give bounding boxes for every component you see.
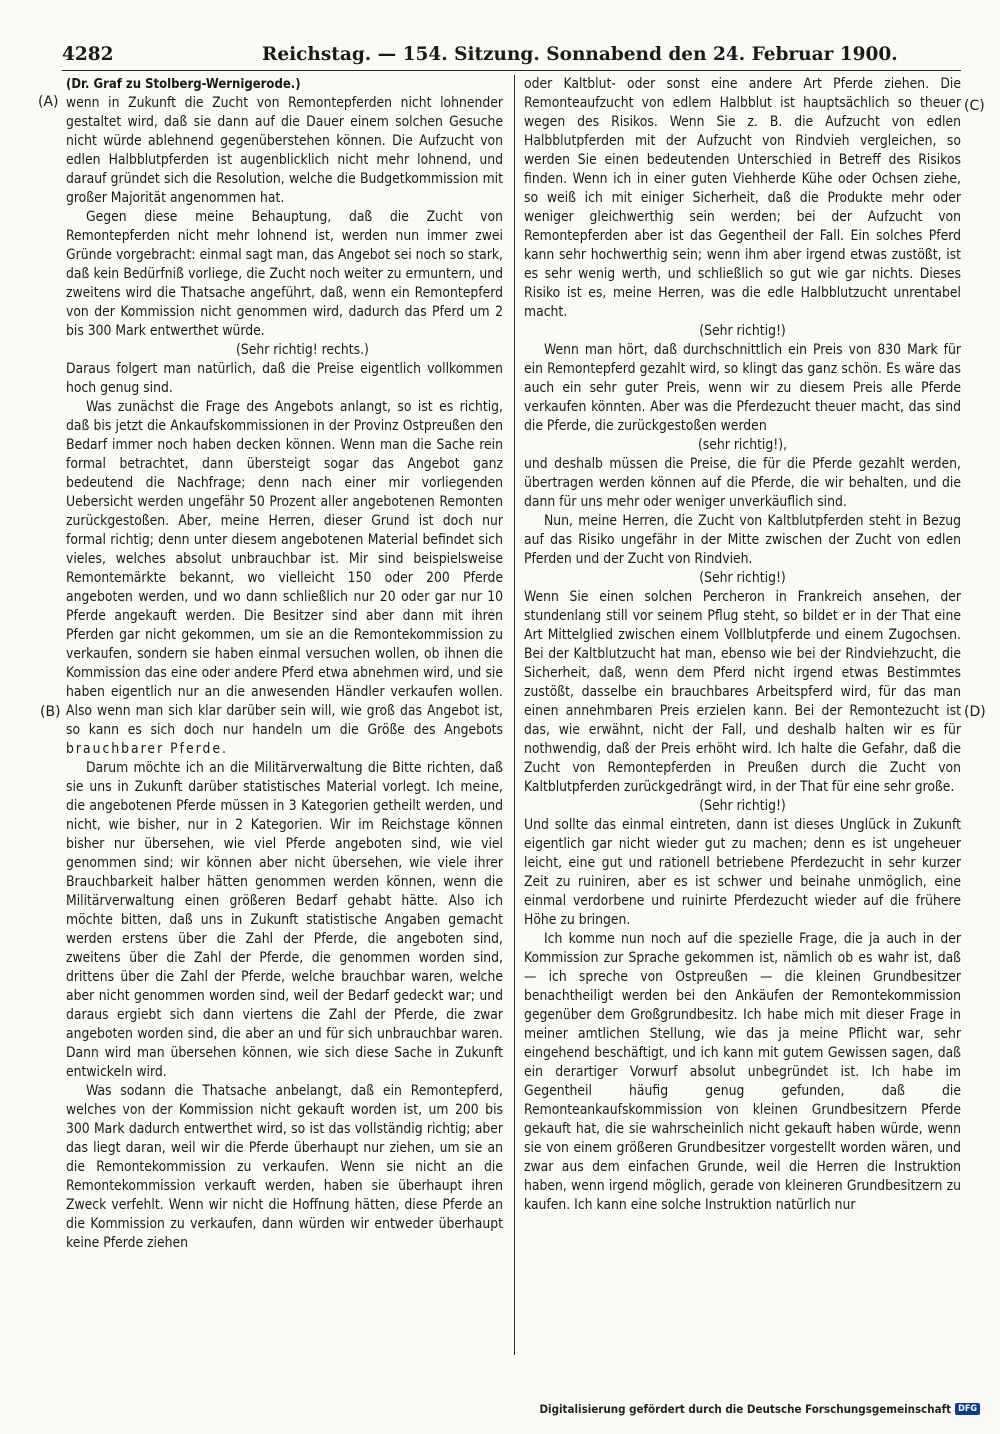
- footer-text: Digitalisierung gefördert durch die Deutsche Forschungsgemeinschaft: [539, 1402, 952, 1416]
- margin-mark-d: (D): [964, 704, 986, 720]
- paragraph: oder Kaltblut- oder sonst eine andere Art Pferde ziehen. Die Remonteaufzucht von edlem Halbblut ist hauptsächlich so theuer wegen des Risikos. Wenn Sie z. B. die Aufzucht von edlen Halbblutpferden mit der Aufzucht von Rindvieh vergleichen, so werden Sie einen bedeutenden Unterschied in Betreff des Risikos finden. Wenn ich in einer guten Viehherde Kühe oder Ochsen ziehe, so weiß ich mit einiger Sicherheit, daß die Produkte mehr oder weniger gleichwerthig sein werden; bei der Aufzucht von Remontepferden aber ist das Gegentheil der Fall. Ein solches Pferd kann sehr hochwerthig sein; wenn ihm aber irgend etwas zustößt, ist es sehr wenig werth, und schließlich so gut wie gar nichts. Dieses Risiko ist es, meine Herren, was die edle Halbblutzucht unrentabel macht.: [524, 76, 961, 320]
- paragraph: Was sodann die Thatsache anbelangt, daß ein Remontepferd, welches von der Kommission nicht gekauft worden ist, um 200 bis 300 Mark dadurch entwerthet wird, so ist das vollständig richtig; aber das liegt daran, weil wir die Pferde überhaupt nur ziehen, um sie an die Remontekommission zu verkaufen. Wenn sie nicht an die Remontekommission verkauft werden, haben sie überhaupt ihren Zweck verfehlt. Wenn wir nicht die Hoffnung hätten, diese Pferde an die Kommission zu verkaufen, dann würden wir entweder überhaupt keine Pferde ziehen: [66, 1083, 503, 1251]
- margin-mark-c: (C): [964, 98, 985, 114]
- paragraph: Wenn Sie einen solchen Percheron in Frankreich ansehen, der stundenlang still vor seinem Pflug steht, so bildet er in der That eine Art Mittelglied zwischen einem Vollblutpferde und einem Zugochsen. Bei der Kaltblutzucht hat man, ebenso wie bei der Rindviehzucht, die Sicherheit, daß, wenn dem Pferd nicht irgend etwas Bestimmtes zustößt, dasselbe ein brauchbares Arbeitspferd wird, für das man einen annehmbaren Preis erzielen kann. Bei der Remontezucht ist das, wie erwähnt, nicht der Fall, und deshalb halten wir es für nothwendig, daß der Preis erhöht wird. Ich halte die Gefahr, daß die Zucht von Remontepferden in Preußen durch die Zucht von Kaltblutpferden zurückgedrängt wird, in der That für eine sehr große.: [524, 589, 961, 795]
- emphasized-text: brauchbarer Pferde.: [66, 741, 228, 757]
- paragraph: und deshalb müssen die Preise, die für die Pferde gezahlt werden, übertragen werden können auf die Pferde, die wir behalten, und die dann für uns mehr oder weniger unverkäuflich sind.: [524, 456, 961, 510]
- paragraph: Was zunächst die Frage des Angebots anlangt, so ist es richtig, daß bis jetzt die Ankaufskommissionen in der Provinz Ostpreußen den Bedarf immer noch haben decken können. Wenn man die Sache rein formal betrachtet, dann übersteigt sogar das Angebot ganz bedeutend die Nachfrage; denn nach einer mir vorliegenden Uebersicht werden ungefähr 50 Prozent aller angebotenen Remonten zurückgestoßen. Aber, meine Herren, dieser Grund ist doch nur formal richtig; denn unter diesem angebotenen Material befindet sich vieles, welches absolut unbrauchbar ist. Mir sind beispielsweise Remontemärkte bekannt, wo vielleicht 150 oder 200 Pferde angeboten werden, und wo dann schließlich nur 20 oder gar nur 10 Pferde angekauft werden. Die Besitzer sind aber dann mit ihren Pferden gar nicht gekommen, um sie an die Remontekommission zu verkaufen, sondern sie haben einmal versuchen wollen, ob ihnen die Kommission das eine oder andere Pferd etwa abnehmen wird, und sie haben eigentlich nur an die anwesenden Händler verkaufen wollen. Also wenn man sich klar darüber sein will, wie groß das Angebot ist, so kann es sich doch nur handeln um die Größe des Angebots brauchbarer Pferde.: [66, 399, 503, 757]
- paragraph: Darum möchte ich an die Militärverwaltung die Bitte richten, daß sie uns in Zukunft darüber statistisches Material vorlegt. Ich meine, die angebotenen Pferde müssen in 3 Kategorien getheilt werden, und nicht, wie bisher, nur in 2 Kategorien. Wir im Reichstage können bisher nur übersehen, wie viel Pferde angeboten sind, wie viel genommen sind; wir können aber nicht übersehen, wie viele ihrer Brauchbarkeit halber hätten genommen werden können, wenn die Militärverwaltung einen größeren Bedarf gehabt hätte. Also ich möchte bitten, daß uns in Zukunft statistische Angaben gemacht werden erstens über die Zahl der Pferde, die angeboten sind, zweitens über die Zahl der Pferde, die genommen worden sind, drittens über die Zahl der Pferde, welche brauchbar waren, welche aber nicht genommen worden sind, weil der Bedarf gedeckt war; und daraus ergiebt sich dann viertens die Zahl der Pferde, die zwar angeboten worden sind, die aber an und für sich unbrauchbar waren. Dann wird man übersehen können, wie sich diese Sache in Zukunft entwickeln wird.: [66, 760, 503, 1080]
- paragraph: Daraus folgert man natürlich, daß die Preise eigentlich vollkommen hoch genug sind.: [66, 361, 503, 396]
- paragraph: wenn in Zukunft die Zucht von Remontepferden nicht lohnender gestaltet wird, daß sie dann auf die Dauer einem solchen Gesuche nicht würde ablehnend gegenüberstehen können. Die Aufzucht von edlen Halbblutpferden ist augenblicklich nicht mehr lohnend, und darauf gründet sich die Resolution, welche die Budgetkommission mit großer Majorität angenommen hat.: [66, 95, 503, 206]
- margin-mark-a: (A): [38, 94, 59, 110]
- speaker-label: (Dr. Graf zu Stolberg-Wernigerode.): [66, 77, 301, 92]
- column-divider: [514, 75, 515, 1355]
- paragraph: Und sollte das einmal eintreten, dann ist dieses Unglück in Zukunft eigentlich gar nicht wieder gut zu machen; denn es ist ungeheuer leicht, eine gut und rationell betriebene Pferdezucht in sehr kurzer Zeit zu ruiniren, aber es ist schwer und beinahe unmöglich, eine einmal verdorbene und ruinirte Pferdezucht wieder auf die frühere Höhe zu bringen.: [524, 817, 961, 928]
- interjection: (Sehr richtig!): [699, 323, 786, 339]
- right-column: [524, 75, 961, 1355]
- interjection: (sehr richtig!),: [697, 437, 788, 453]
- interjection: (Sehr richtig!): [699, 798, 786, 814]
- dfg-logo: DFG: [955, 1403, 980, 1415]
- paragraph: Ich komme nun noch auf die spezielle Frage, die ja auch in der Kommission zur Sprache gekommen ist, nämlich ob es wahr ist, daß — ich spreche von Ostpreußen — die kleinen Grundbesitzer benachtheiligt werden bei den Ankäufen der Remontekommission gegenüber dem Großgrundbesitz. Ich habe mich mit dieser Frage in meiner amtlichen Stellung, wie das ja meine Pflicht war, sehr eingehend beschäftigt, und ich kann mit gutem Gewissen sagen, daß ein derartiger Vorwurf absolut unbegründet ist. Ich habe im Gegentheil häufig genug gefunden, daß die Remonteankaufskommission von kleinen Grundbesitzern Pferde gekauft hat, die sie wahrscheinlich nicht gekauft haben würde, wenn sie von einem größeren Grundbesitzer vorgestellt worden wären, und zwar aus dem einfachen Grunde, weil die Herren die Instruktion haben, wenn irgend möglich, gerade von kleineren Grundbesitzern zu kaufen. Ich kann eine solche Instruktion natürlich nur: [524, 931, 961, 1213]
- page-running-title: Reichstag. — 154. Sitzung. Sonnabend den 24. Februar 1900.: [262, 44, 898, 65]
- page-header: [62, 44, 961, 71]
- interjection: (Sehr richtig! rechts.): [236, 342, 369, 358]
- left-column: [66, 75, 503, 1355]
- paragraph: Wenn man hört, daß durchschnittlich ein Preis von 830 Mark für ein Remontepferd gezahlt wird, so klingt das ganz schön. Es wäre das auch ein sehr guter Preis, wenn wir zu diesem Preis alle Pferde verkaufen könnten. Aber was die Pferdezucht theuer macht, das sind die Pferde, die zurückgestoßen werden: [524, 342, 961, 434]
- interjection: (Sehr richtig!): [699, 570, 786, 586]
- paragraph: Nun, meine Herren, die Zucht von Kaltblutpferden steht in Bezug auf das Risiko ungefähr in der Mitte zwischen der Zucht von edlen Pferden und der Zucht von Rindvieh.: [524, 513, 961, 567]
- paragraph: Gegen diese meine Behauptung, daß die Zucht von Remontepferden nicht mehr lohnend ist, werden nun immer zwei Gründe vorgebracht: einmal sagt man, das Angebot sei noch so stark, daß kein Bedürfniß vorliege, die Zucht noch weiter zu ermuntern, und zweitens wird die Thatsache angeführt, daß, wenn ein Remontepferd von der Kommission nicht genommen wird, dadurch das Pferd um 2 bis 300 Mark entwerthet würde.: [66, 209, 503, 339]
- funding-footer: [539, 1402, 980, 1416]
- margin-mark-b: (B): [40, 704, 61, 720]
- page-number: 4282: [62, 44, 114, 65]
